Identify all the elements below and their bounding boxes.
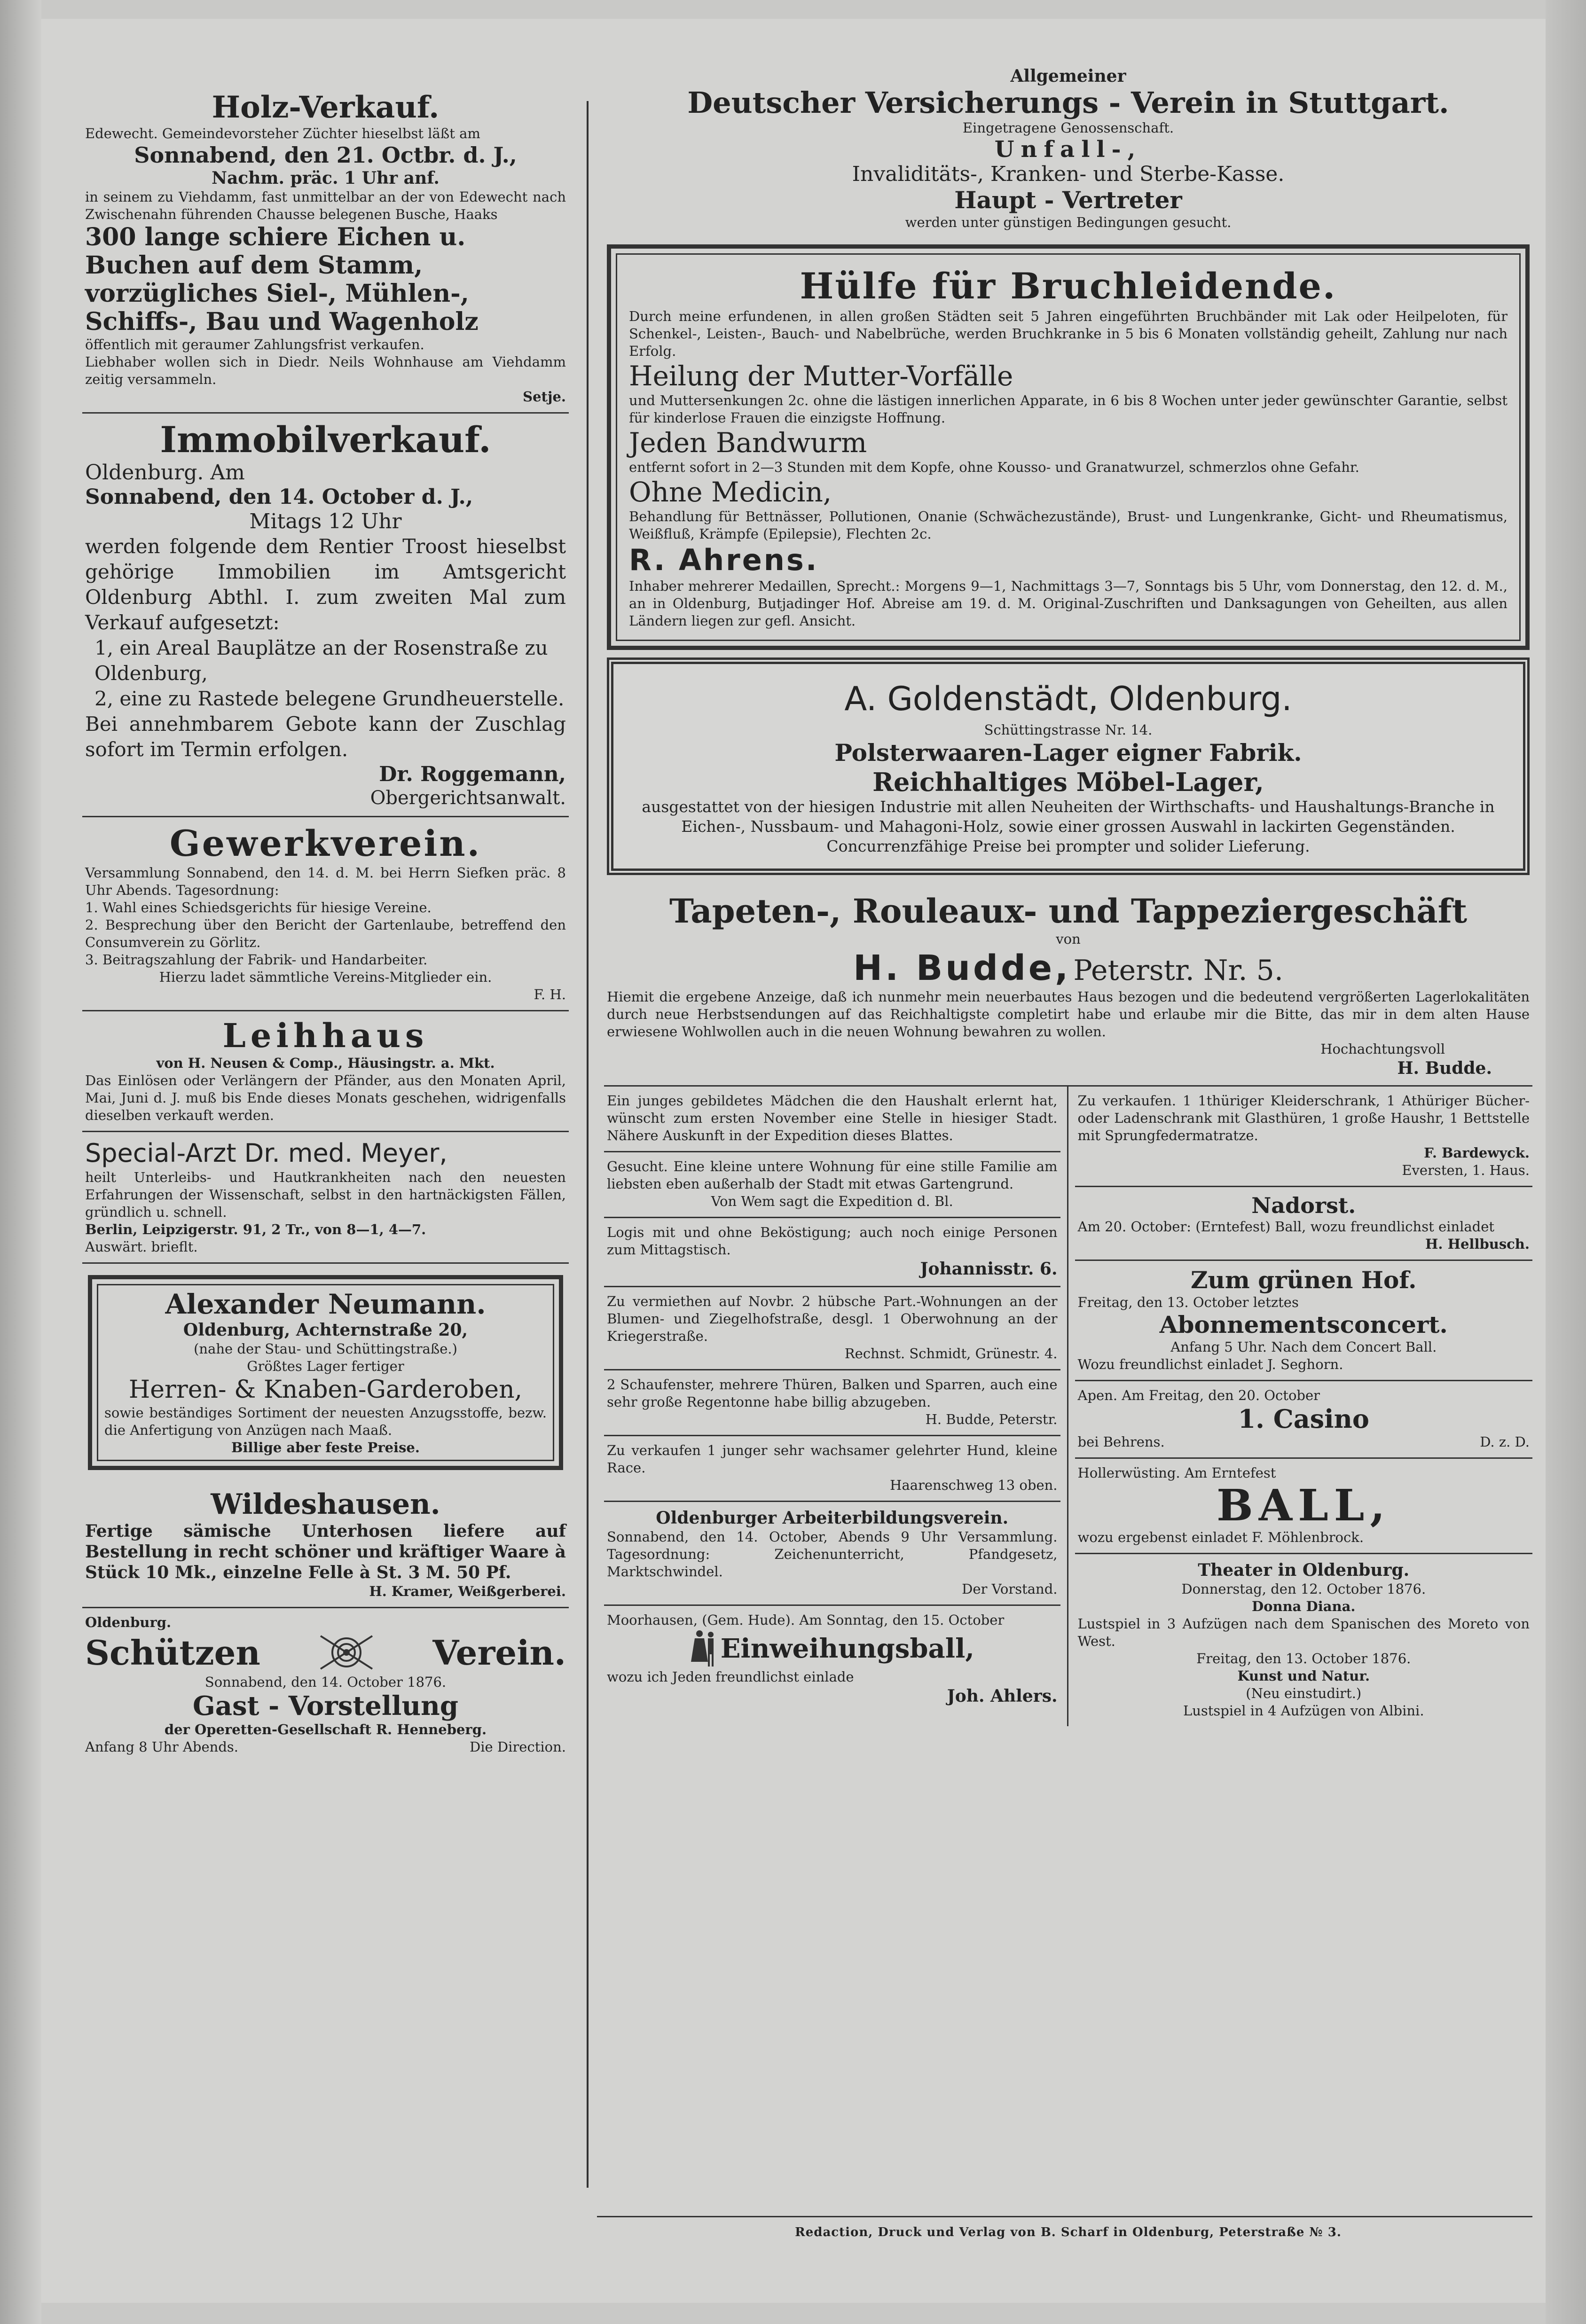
ad-gruener-hof [1075, 1261, 1533, 1381]
ad-note: Bei annehmbarem Gebote kann der Zuschlag sofort im Termin erfolgen. [85, 712, 566, 761]
ad-signature: Die Direction. [470, 1739, 566, 1755]
ad-text: Das Einlösen oder Verlängern der Pfänder, aus den Monaten April, Mai, Juni d. J. muß bis Ende dieses Monats geschehen, widrigenfalls dieselben verkauft werden. [85, 1072, 566, 1123]
ad-heading-4: Ohne Medicin, [629, 476, 832, 508]
ad-title: Nadorst. [1251, 1193, 1356, 1218]
ad-title: Einweihungsball, [720, 1633, 974, 1664]
left-column [82, 85, 569, 2214]
ad-text: Gesucht. Eine kleine untere Wohnung für eine stille Familie am liebsten eben außerhalb der Stadt mit etwas Gartengrund. [607, 1158, 1058, 1192]
ad-gewerkverein [82, 817, 569, 1011]
ad-gesucht [604, 1152, 1060, 1218]
ad-arbeiterbildungsverein [604, 1502, 1060, 1606]
ad-signature: wozu ergebenst einladet F. Möhlenbrock. [1077, 1529, 1364, 1545]
ad-schuetzenverein [82, 1608, 569, 1762]
ad-text: Logis mit und ohne Beköstigung; auch noch einige Personen zum Mittagstisch. [607, 1224, 1058, 1258]
ad-nadorst [1075, 1187, 1533, 1261]
ad-budde [604, 883, 1532, 1087]
small-ads-left [604, 1087, 1068, 1726]
ad-signature: Rechnst. Schmidt, Grünestr. 4. [844, 1346, 1058, 1362]
ad-signature: F. Bardewyck. [1424, 1145, 1530, 1161]
ad-address: Berlin, Leipzigerstr. 91, 2 Tr., von 8—1, 4—7. [85, 1221, 426, 1237]
ad-text: Ein junges gebildetes Mädchen die den Haushalt erlernt hat, wünscht zum ersten November eine Stelle in hiesiger Stadt. Nähere Auskunft in der Expedition dieses Blattes. [607, 1093, 1058, 1143]
ad-title: A. Goldenstädt, Oldenburg. [844, 680, 1292, 718]
ad-intro: Edewecht. Gemeindevorsteher Züchter hieselbst läßt am [85, 125, 480, 141]
ad-conditions: werden unter günstigen Bedingungen gesucht. [905, 214, 1232, 230]
ad-signature: Joh. Ahlers. [947, 1686, 1058, 1706]
ad-text: ausgestattet von der hiesigen Industrie mit allen Neuheiten der Wirthschafts- und Haushaltungs-Branche in Eichen-, Nussbaum- und Mahagoni-Holz, sowie einer grossen Auswahl in lackirten Gegenständen. Concurrenzfähige Preise bei prompter und solider Lieferung. [642, 798, 1495, 855]
ad-para-2: und Muttersenkungen 2c. ohne die lästigen innerlichen Apparate, in 6 bis 8 Wochen unter jeder gewünschter Garantie, selbst für kinderlose Frauen die einzigste Hoffnung. [629, 392, 1507, 426]
ad-meeting: Liebhaber wollen sich in Diedr. Neils Wohnhause am Viehdamm zeitig versammeln. [85, 354, 566, 387]
ad-name-row [607, 948, 1530, 988]
ad-address: Oldenburg, Achternstraße 20, [183, 1320, 468, 1340]
ad-date: Sonnabend, den 14. October 1876. [204, 1674, 447, 1690]
ad-event: BALL, [1216, 1480, 1391, 1531]
ad-start: Anfang 8 Uhr Abends. [85, 1739, 238, 1755]
ad-signature: Dr. Roggemann, [379, 762, 566, 786]
ad-title: Wildeshausen. [211, 1488, 440, 1521]
ad-title: Gewerkverein. [169, 822, 482, 864]
ad-invite: Hierzu ladet sämmtliche Vereins-Mitglieder ein. [159, 969, 492, 985]
ad-event: Abonnementsconcert. [1159, 1311, 1448, 1338]
ad-vermiethen [604, 1287, 1060, 1370]
ad-note-2: (Neu einstudirt.) [1246, 1685, 1362, 1701]
ad-title: Oldenburger Arbeiterbildungsverein. [656, 1508, 1009, 1528]
ad-moorhausen [604, 1606, 1060, 1713]
ad-kind-2: Invaliditäts-, Kranken- und Sterbe-Kasse. [852, 162, 1285, 186]
ad-address: Schüttingstrasse Nr. 14. [984, 722, 1153, 738]
column-divider [587, 101, 589, 2188]
ad-footer-row [85, 1738, 566, 1756]
ad-theater [1075, 1554, 1533, 1726]
ad-goldenstaedt [607, 657, 1530, 875]
ad-text: Hollerwüsting. Am Erntefest [1077, 1465, 1276, 1481]
ad-line-2: Reichhaltiges Möbel-Lager, [872, 767, 1264, 797]
ad-desc-1: Lustspiel in 3 Aufzügen nach dem Spanischen des Moreto von West. [1077, 1616, 1530, 1649]
ad-signature: Von Wem sagt die Expedition d. Bl. [711, 1193, 953, 1209]
ad-title: Zum grünen Hof. [1191, 1266, 1417, 1294]
ad-von: von [1056, 931, 1081, 947]
ad-name: R. Ahrens. [629, 543, 819, 577]
ad-time: Nachm. präc. 1 Uhr anf. [212, 168, 440, 188]
ad-title: Theater in Oldenburg. [1198, 1560, 1410, 1580]
ad-maedchen [604, 1087, 1060, 1152]
ad-text: Zu verkaufen. 1 1thüriger Kleiderschrank, 1 Athüriger Bücher- oder Ladenschrank mit Glasthüren, 1 große Haushr, 1 Bettstelle mit Sprungfedermatratze. [1077, 1093, 1530, 1143]
ad-text: Zu verkaufen 1 junger sehr wachsamer gelehrter Hund, kleine Race. [607, 1442, 1058, 1476]
ad-time: Mitags 12 Uhr [249, 509, 402, 533]
ad-agenda-1: 1. Wahl eines Schiedsgerichts für hiesige Vereine. [85, 900, 432, 916]
ad-goods: Herren- & Knaben-Garderoben, [128, 1376, 523, 1404]
ad-title: Tapeten-, Rouleaux- und Tappeziergeschäft [669, 892, 1468, 931]
target-emblem-icon [318, 1631, 375, 1674]
ad-logis [604, 1218, 1060, 1287]
ad-event: Gast - Vorstellung [192, 1690, 459, 1721]
ad-signature: H. Budde, Peterstr. [925, 1411, 1058, 1427]
ad-item: 300 lange schiere Eichen u. Buchen auf dem Stamm, vorzügliches Siel-, Mühlen-, Schiffs-, Bau und Wagenholz [85, 223, 479, 336]
ad-greeting: Hochachtungsvoll [1320, 1041, 1445, 1057]
ad-text: Versammlung Sonnabend, den 14. d. M. bei Herrn Siefken präc. 8 Uhr Abends. Tagesordnung: [85, 865, 566, 898]
ad-signature: Wozu freundlichst einladet J. Seghorn. [1077, 1356, 1343, 1372]
ad-text: Anfang 5 Uhr. Nach dem Concert Ball. [1170, 1339, 1437, 1355]
ad-registration: Eingetragene Genossenschaft. [962, 120, 1174, 136]
dancers-icon [690, 1629, 718, 1668]
ad-title: Hülfe für Bruchleidende. [800, 265, 1337, 307]
ad-text: heilt Unterleibs- und Hautkrankheiten nach den neuesten Erfahrungen der Wissenschaft, selbst in den hartnäckigsten Fällen, gründlich u. schnell. [85, 1169, 566, 1220]
ad-wildeshausen [82, 1482, 569, 1608]
small-ads-right [1068, 1087, 1533, 1726]
ad-neumann-wrapper [82, 1264, 569, 1482]
ad-text: werden folgende dem Rentier Troost hieselbst gehörige Immobilien im Amtsgericht Oldenburg Abthl. I. zum zweiten Mal zum Verkauf aufgesetzt: [85, 535, 566, 634]
ad-signature: F. H. [534, 986, 566, 1002]
ad-para-3: entfernt sofort in 2—3 Stunden mit dem Kopfe, ohne Kousso- und Granatwurzel, schmerzlos ohne Gefahr. [629, 459, 1359, 475]
ad-kind-1: Unfall-, [994, 136, 1142, 163]
ad-desc-2: Lustspiel in 4 Aufzügen von Albini. [1183, 1703, 1424, 1719]
ad-date-2: Freitag, den 13. October 1876. [1196, 1651, 1411, 1667]
ad-text: 2 Schaufenster, mehrere Thüren, Balken und Sparren, auch eine sehr große Regentonne habe billig abzugeben. [607, 1377, 1058, 1410]
ad-heading-2: Heilung der Mutter-Vorfälle [629, 360, 1013, 392]
right-column [604, 61, 1532, 2214]
ad-subtitle: von H. Neusen & Comp., Häusingstr. a. Mkt. [156, 1055, 495, 1071]
ad-note: Auswärt. brieflt. [85, 1239, 198, 1255]
ad-special-arzt [82, 1132, 569, 1264]
ad-hund [604, 1436, 1060, 1502]
ad-schaufenster [604, 1370, 1060, 1436]
ad-date: Freitag, den 13. October letztes [1077, 1294, 1299, 1310]
ad-title: Alexander Neumann. [165, 1288, 486, 1320]
ad-para-5: Inhaber mehrerer Medaillen, Sprecht.: Morgens 9—1, Nachmittags 3—7, Sonntags bis 5 Uhr, vom Donnerstag, den 12. d. M., an in Oldenburg, Butjadinger Hof. Abreise am 19. d. M. Original-Zuschriften und Danksagungen von Geheilten, aus allen Ländern liegen zur gefl. Ansicht. [629, 578, 1507, 629]
ad-zu-verkaufen [1075, 1087, 1533, 1187]
ad-signature: Der Vorstand. [962, 1581, 1058, 1597]
ad-title: Holz-Verkauf. [212, 90, 440, 125]
ad-text: Fertige sämische Unterhosen liefere auf Bestellung in recht schöner und kräftiger Waare à Stück 10 Mk., einzelne Felle à St. 3 M. 50 Pf. [85, 1521, 566, 1582]
ad-place: bei Behrens. [1077, 1434, 1165, 1450]
ad-date: Sonnabend, den 21. Octbr. d. J., [134, 142, 517, 168]
ad-title: Deutscher Versicherungs - Verein in Stuttgart. [687, 86, 1449, 120]
ad-title-row [85, 1631, 566, 1674]
ad-line-1: Polsterwaaren-Lager eigner Fabrik. [834, 739, 1302, 767]
ad-signature: Setje. [523, 389, 566, 405]
ad-prices: Billige aber feste Preise. [231, 1440, 420, 1455]
ad-play-1: Donna Diana. [1252, 1598, 1356, 1614]
small-ads [604, 1087, 1532, 1726]
ad-place: Oldenburg. Am [85, 461, 245, 485]
page-gutter [0, 0, 41, 2324]
page-footer: Redaction, Druck und Verlag von B. Scharf in Oldenburg, Peterstraße № 3. [795, 2225, 1342, 2239]
bottom-rule [597, 2216, 1532, 2217]
ad-troupe: der Operetten-Gesellschaft R. Henneberg. [164, 1721, 487, 1737]
ad-title-left: Schützen [85, 1632, 260, 1673]
ad-para-4: Behandlung für Bettnässer, Pollutionen, Onanie (Schwächezustände), Brust- und Lungenkranke, Gicht- und Rheumatismus, Weißfluß, Krämpfe (Epilepsie), Flechten 2c. [629, 509, 1507, 542]
ad-immobilverkauf [82, 414, 569, 817]
ad-text: sowie beständiges Sortiment der neuesten Anzugsstoffe, bezw. die Anfertigung von Anzügen nach Maaß. [104, 1405, 547, 1438]
ad-place: in seinem zu Viehdamm, fast unmittelbar an der von Edewecht nach Zwischenahn führenden Chausse belegenen Busche, Haaks [85, 189, 566, 222]
ad-text: Zu vermiethen auf Novbr. 2 hübsche Part.-Wohnungen an der Blumen- und Ziegelhofstraße, desgl. 1 Oberwohnung an der Kriegerstraße. [607, 1293, 1058, 1344]
ad-text: Am 20. October: (Erntefest) Ball, wozu freundlichst einladet [1077, 1219, 1495, 1235]
ad-text: Apen. Am Freitag, den 20. October [1077, 1387, 1320, 1403]
ad-hollerwuesting [1075, 1459, 1533, 1554]
ad-signature: Johannisstr. 6. [920, 1259, 1058, 1279]
ad-address: Peterstr. Nr. 5. [1073, 954, 1283, 987]
ad-signature: H. Budde. [1397, 1058, 1492, 1078]
ad-date: Sonnabend, den 14. October d. J., [85, 485, 473, 509]
ad-agenda-3: 3. Beitragszahlung der Fabrik- und Handarbeiter. [85, 952, 428, 968]
ad-pre: Allgemeiner [1010, 66, 1126, 86]
ad-play-2: Kunst und Natur. [1237, 1668, 1370, 1684]
ad-apen [1075, 1381, 1533, 1459]
ad-title: Leihhaus [222, 1016, 429, 1055]
ad-agenda-2: 2. Besprechung über den Bericht der Gartenlaube, betreffend den Consumverein zu Görlitz. [85, 917, 566, 950]
ad-place: Oldenburg. [85, 1614, 172, 1630]
ad-name: H. Budde, [853, 948, 1071, 988]
ad-text: Moorhausen, (Gem. Hude). Am Sonntag, den 15. October [607, 1612, 1005, 1628]
ad-neumann [88, 1275, 563, 1470]
ad-title: Immobilverkauf. [160, 419, 491, 461]
ad-item-2: 2, eine zu Rastede belegene Grundheuerstelle. [94, 687, 565, 710]
ad-title-row [607, 1629, 1058, 1668]
page-edge [1546, 0, 1586, 2324]
ad-role: Haupt - Vertreter [954, 186, 1182, 214]
ad-huelfe-bruchleidende [607, 244, 1530, 650]
ad-invite: wozu ich Jeden freundlichst einlade [607, 1669, 854, 1685]
ad-signature-place: Eversten, 1. Haus. [1402, 1162, 1530, 1178]
ad-text: Sonnabend, den 14. October, Abends 9 Uhr Versammlung. Tagesordnung: Zeichenunterricht, Pfandgesetz, Marktschwindel. [607, 1529, 1058, 1580]
ad-text: Hiemit die ergebene Anzeige, daß ich nunmehr mein neuerbautes Haus bezogen und die bedeutend vergrößerten Lagerlokalitäten durch neue Herbstsendungen auf das Reichhaltigste completirt habe und erlaube mir die Bitte, das mir in dem alten Hause erwiesene Wohlwollen auch in die neuen Wohnung bewahren zu wollen. [607, 989, 1530, 1040]
ad-date-1: Donnerstag, den 12. October 1876. [1181, 1581, 1426, 1597]
ad-signature: H. Kramer, Weißgerberei. [369, 1583, 566, 1599]
ad-versicherung [604, 61, 1532, 239]
ad-signature: D. z. D. [1480, 1434, 1530, 1450]
ad-signature: H. Hellbusch. [1425, 1236, 1530, 1252]
ad-footer-row [1078, 1433, 1530, 1451]
ad-title-right: Verein. [432, 1632, 566, 1673]
ad-para-1: Durch meine erfundenen, in allen großen Städten seit 5 Jahren eingeführten Bruchbänder mit Lak oder Heilpeloten, für Schenkel-, Leisten-, Bauch- und Nabelbrüche, werden Bruchkranke in 5 bis 6 Monaten vollständig geheilt, Zahlung nur nach Erfolg. [629, 308, 1507, 359]
ad-item-1: 1, ein Areal Bauplätze an der Rosenstraße zu Oldenburg, [94, 636, 548, 685]
ad-terms: öffentlich mit geraumer Zahlungsfrist verkaufen. [85, 336, 424, 352]
ad-title: Special-Arzt Dr. med. Meyer, [85, 1138, 448, 1168]
ad-leihhaus [82, 1011, 569, 1132]
ad-holz-verkauf [82, 85, 569, 414]
ad-signature-title: Obergerichtsanwalt. [370, 787, 566, 809]
ad-heading-3: Jeden Bandwurm [629, 427, 867, 459]
ad-signature: Haarenschweg 13 oben. [890, 1477, 1058, 1493]
ad-lager: Größtes Lager fertiger [247, 1358, 404, 1374]
ad-address-note: (nahe der Stau- und Schüttingstraße.) [194, 1341, 457, 1357]
ad-event: 1. Casino [1238, 1404, 1369, 1434]
